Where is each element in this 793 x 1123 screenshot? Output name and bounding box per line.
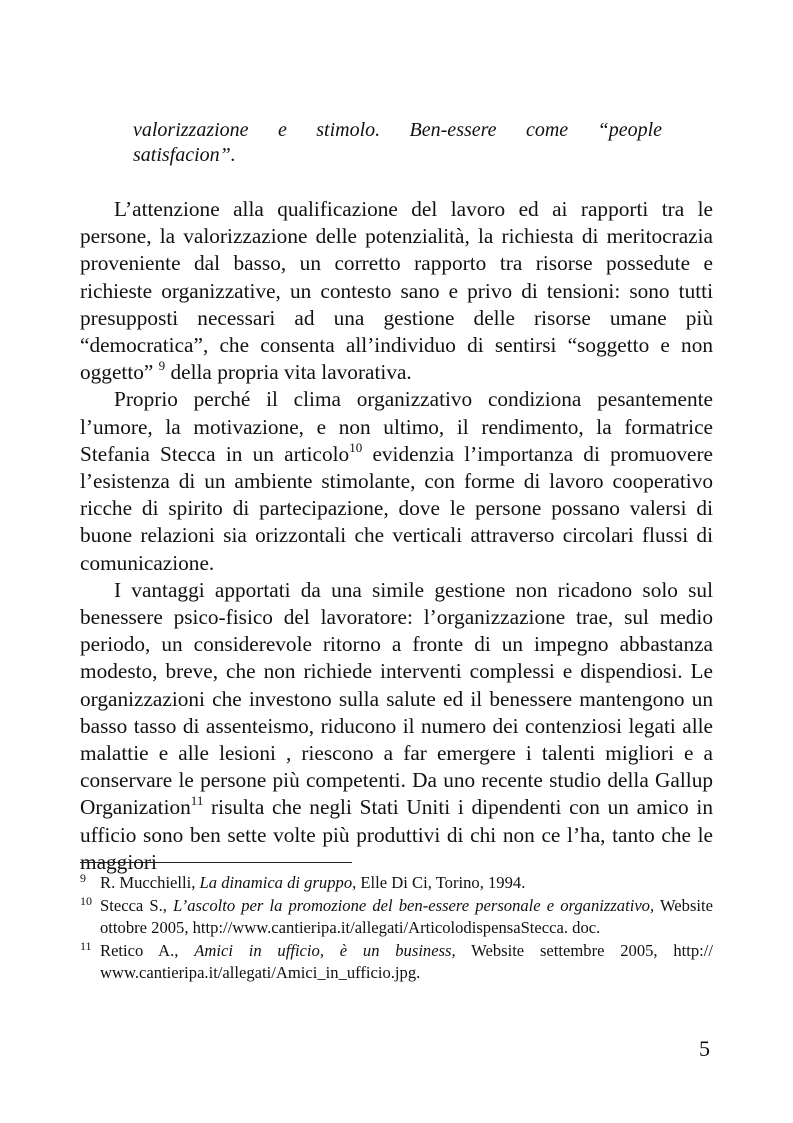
footnote-title: L’ascolto per la promozione del ben-essere personale e organizzativo,	[173, 895, 655, 915]
footnote-number: 9	[80, 871, 86, 885]
footnote-ref[interactable]: 9	[158, 358, 166, 374]
footnote-title: La dinamica di gruppo	[199, 873, 353, 892]
body-text	[80, 196, 713, 876]
footnote-ref[interactable]: 11	[190, 793, 204, 809]
footnote-details: Website ottobre 2005, http://www.cantieripa.it/allegati/ArticolodispensaStecca. doc.	[100, 895, 713, 938]
paragraph	[80, 196, 713, 386]
footnote-number: 10	[80, 893, 92, 908]
paragraph	[80, 577, 713, 876]
paragraph-text: evidenzia l’importanza di promuovere l’esistenza di un ambiente stimolante, con forme di lavoro cooperativo ricche di spirito di partecipazione, dove le persone possano valersi di buone relazioni sia orizzontali che verticali attraverso circolari flussi di comunicazione.	[80, 441, 713, 575]
footnote	[80, 872, 713, 895]
footnote	[80, 895, 713, 940]
footnote-number: 11	[80, 938, 92, 953]
paragraph-text: Proprio perché il clima organizzativo condiziona pesantemente l’umore, la motivazione, e non ultimo, il rendimento, la formatrice Stefania Stecca in un articolo	[80, 387, 713, 466]
footnote-author: Stecca S.,	[100, 895, 174, 915]
footnote-author: R. Mucchielli,	[100, 873, 200, 892]
footnote-details: , Elle Di Ci, Torino, 1994.	[352, 873, 526, 892]
footnote-divider	[80, 862, 352, 863]
paragraph-text: L’attenzione alla qualificazione del lavoro ed ai rapporti tra le persone, la valorizzazione delle potenzialità, la richiesta di meritocrazia proveniente dal basso, un corretto rapporto tra risorse possedute e richieste organizzative, un contesto sano e privo di tensioni: sono tutti presupposti necessari ad una gestione delle risorse umane più “democratica”, che consenta all’individuo di sentirsi “soggetto e non oggetto”	[80, 197, 713, 385]
paragraph-text: risulta che negli Stati Uniti i dipendenti con un amico in ufficio sono ben sette volte più produttivi di chi non ce l’ha, tanto che le maggiori	[80, 795, 713, 874]
page-number: 5	[699, 1036, 710, 1061]
footnotes	[80, 872, 713, 985]
footnote	[80, 940, 713, 985]
footnote-title: Amici in ufficio, è un business,	[194, 940, 456, 960]
block-quote	[133, 118, 662, 168]
footnote-ref[interactable]: 10	[349, 439, 363, 455]
quote-line: satisfacion”.	[133, 144, 236, 166]
footnote-author: Retico A.,	[100, 940, 195, 960]
footnote-details: Website settembre 2005, http:// www.cantieripa.it/allegati/Amici_in_ufficio.jpg.	[100, 940, 713, 983]
paragraph-text: I vantaggi apportati da una simile gestione non ricadono solo sul benessere psico-fisico del lavoratore: l’organizzazione trae, sul medio periodo, un considerevole ritorno a fronte di un impegno abbastanza modesto, breve, che non richiede interventi complessi e dispendiosi. Le organizzazioni che investono sulla salute ed il benessere mantengono un basso tasso di assenteismo, riducono il numero dei contenziosi legati alle malattie e alle lesioni , riescono a far emergere i talenti migliori e a conservare le persone più competenti. Da uno recente studio della Gallup Organization	[80, 577, 713, 820]
paragraph-text: della propria vita lavorativa.	[165, 360, 412, 385]
paragraph	[80, 386, 713, 576]
quote-line: valorizzazione e stimolo. Ben-essere come “people	[133, 119, 662, 141]
